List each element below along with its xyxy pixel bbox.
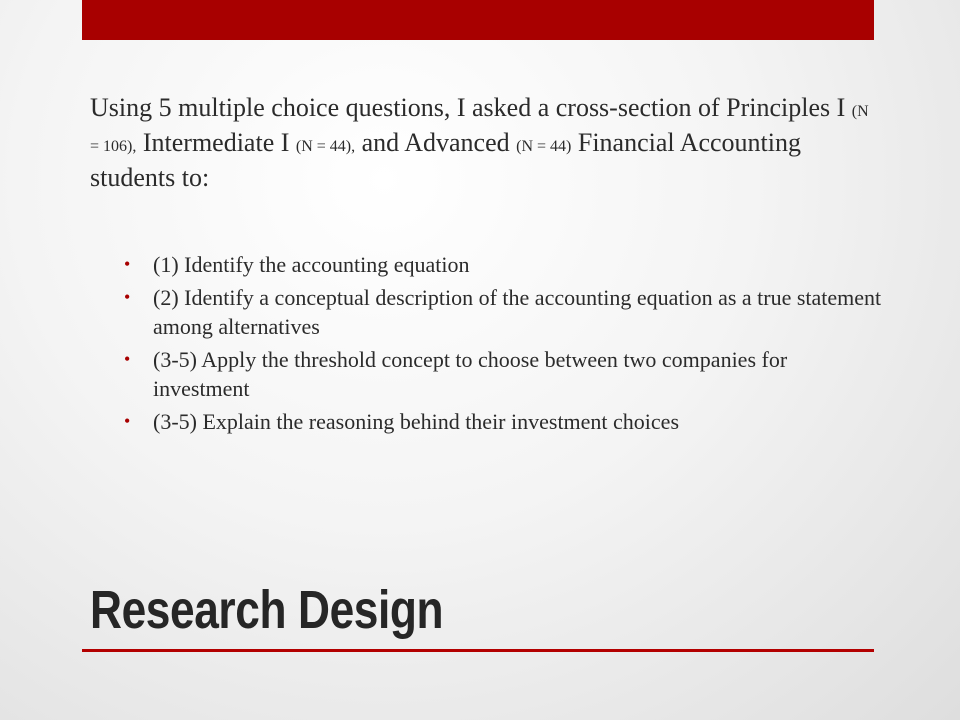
bullet-icon: • (124, 254, 131, 274)
bullet-icon: • (124, 411, 131, 431)
bullet-text: (3-5) Explain the reasoning behind their investment choices (153, 409, 680, 434)
principles-count: (N = 106), (90, 103, 869, 155)
intro-text-1: Using 5 multiple choice questions, I asked a cross-section of Principles I (90, 93, 852, 122)
advanced-count: (N = 44) (516, 138, 572, 155)
bullet-item (124, 407, 884, 436)
intro-text-4: Financial Accounting students to: (90, 128, 801, 192)
bullet-icon: • (124, 349, 131, 369)
slide-title: Research Design (90, 580, 444, 640)
intermediate-count: (N = 44), (295, 138, 356, 155)
bullet-item (124, 345, 884, 403)
bullet-text: (1) Identify the accounting equation (153, 252, 470, 277)
top-accent-bar (82, 0, 874, 40)
intro-text-3: and Advanced (355, 128, 517, 157)
intro-paragraph (90, 92, 880, 193)
bullet-text: (3-5) Apply the threshold concept to choose between two companies for investment (153, 347, 788, 401)
bullet-text: (2) Identify a conceptual description of the accounting equation as a true statement among alternatives (153, 285, 882, 339)
bullet-item (124, 250, 884, 279)
bullet-list (124, 250, 884, 440)
bullet-icon: • (124, 287, 131, 307)
bullet-item (124, 283, 884, 341)
title-underline (82, 649, 874, 652)
intro-text-2: Intermediate I (136, 128, 296, 157)
